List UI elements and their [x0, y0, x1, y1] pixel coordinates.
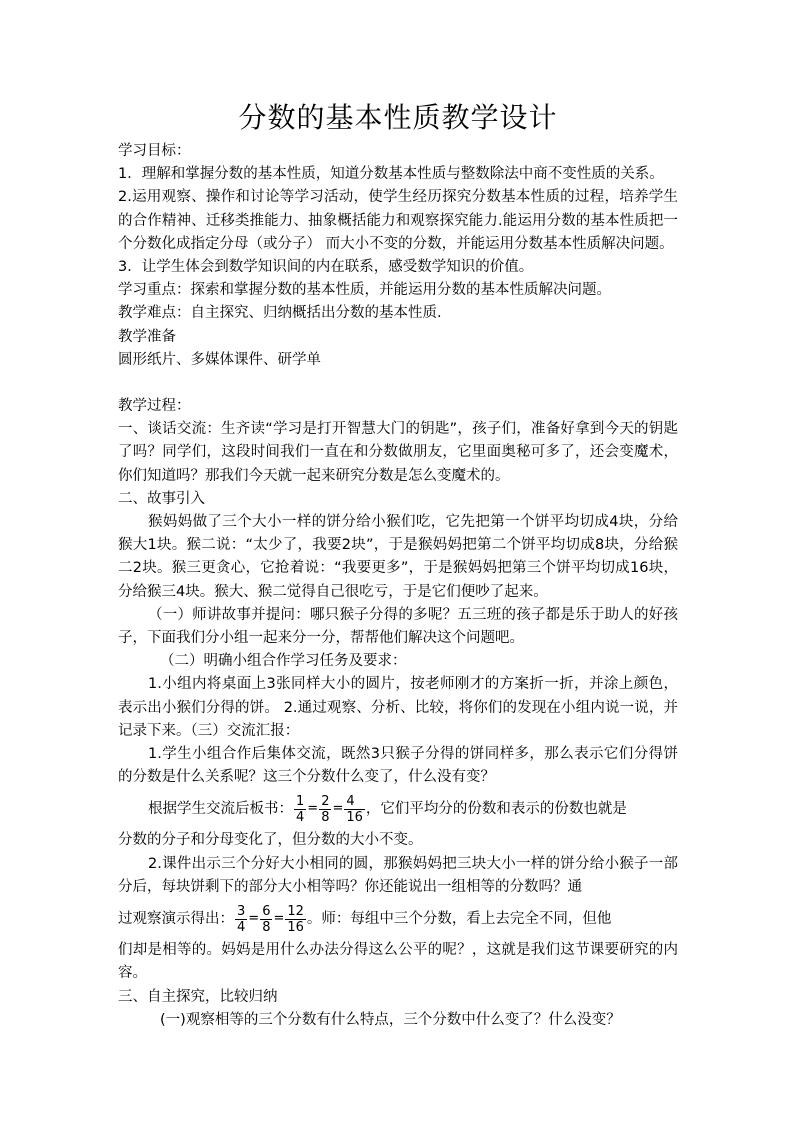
demo-prefix: 过观察演示得出：	[118, 911, 234, 928]
section-3-heading: 三、自主探究，比较归纳	[118, 988, 278, 1005]
denominator: 16	[346, 809, 363, 825]
fraction	[319, 794, 331, 825]
denominator: 8	[262, 919, 271, 935]
equals-sign: =	[273, 911, 285, 927]
board-line	[118, 789, 678, 829]
board-suffix: ，它们平均分的份数和表示的份数也就是	[365, 801, 627, 818]
equals-sign: =	[248, 911, 260, 927]
demo-suffix: 。师：每组中三个分数，看上去完全不同，但他	[306, 911, 612, 928]
story-paragraph: 猴妈妈做了三个大小一样的饼分给小猴们吃，它先把第一个饼平均切成4块，分给猴大1块。猴二说：“太少了，我要2块”，于是猴妈妈把第二个饼平均切成8块，分给猴二2块。猴三更贪心，它抢着说：“我要更多”，于是猴妈妈把第三个饼平均切成16块，分给猴三4块。猴大、猴二觉得自己很吃亏，于是它们便吵了起来。	[118, 514, 678, 600]
denominator: 16	[287, 919, 304, 935]
numerator: 6	[262, 903, 271, 919]
fraction	[294, 794, 306, 825]
equals-sign: =	[307, 801, 319, 817]
section-1: 一、谈话交流：生齐读“学习是打开智慧大门的钥匙”，孩子们，准备好拿到今天的钥匙了吗？同学们，这段时间我们一直在和分数做朋友，它里面奥秘可多了，还会变魔术，你们知道吗？那我们今天就一起来研究分数是怎么变魔术的。	[118, 421, 678, 484]
objective-item: 3．让学生体会到数学知识间的内在联系，感受数学知识的价值。	[118, 259, 534, 276]
fraction	[235, 904, 247, 935]
equals-sign: =	[332, 801, 344, 817]
fraction	[285, 904, 306, 935]
part-2-heading: （二）明确小组合作学习任务及要求：	[160, 653, 407, 670]
part-1-paragraph: （一）师讲故事并提问：哪只猴子分得的多呢？五三班的孩子都是乐于助人的好孩子，下面我们分小组一起来分一分，帮帮他们解决这个问题吧。	[118, 606, 678, 647]
objective-item: 2.运用观察、操作和讨论等学习活动，使学生经历探究分数基本性质的过程，培养学生的合作精神、迁移类推能力、抽象概括能力和观察探究能力.能运用分数的基本性质把一个分数化成指定分母（或分子） 而大小不变的分数，并能运用分数基本性质解决问题。	[118, 189, 678, 252]
fraction	[260, 904, 272, 935]
demo-continuation: 们却是相等的。妈妈是用什么办法分得这么公平的呢？，这就是我们这节课要研究的内容。	[118, 942, 678, 982]
board-continuation: 分数的分子和分母变化了，但分数的大小不变。	[118, 832, 423, 849]
demo-line	[118, 899, 678, 939]
numerator: 12	[287, 903, 304, 919]
denominator: 4	[296, 809, 305, 825]
denominator: 4	[237, 919, 246, 935]
process-heading: 教学过程：	[118, 398, 191, 415]
section-2-heading: 二、故事引入	[118, 490, 205, 507]
numerator: 3	[237, 903, 246, 919]
key-point: 学习重点：探索和掌握分数的基本性质，并能运用分数的基本性质解决问题。	[118, 282, 611, 299]
section-3-part-1: (一)观察相等的三个分数有什么特点，三个分数中什么变了？什么没变？	[160, 1011, 621, 1028]
denominator: 8	[321, 809, 330, 825]
document-page	[118, 100, 678, 1032]
report-2-paragraph: 2.课件出示三个分好大小相同的圆，那猴妈妈把三块大小一样的饼分给小猴子一部分后，每块饼剩下的部分大小相等吗？你还能说出一组相等的分数吗？通	[118, 855, 678, 895]
preparation-heading: 教学准备	[118, 328, 176, 345]
fraction	[344, 794, 365, 825]
board-prefix: 根据学生交流后板书：	[148, 801, 293, 818]
numerator: 2	[321, 793, 330, 809]
report-1-paragraph: 1.学生小组合作后集体交流，既然3只猴子分得的饼同样多，那么表示它们分得饼的分数是什么关系呢？这三个分数什么变了，什么没有变？	[118, 746, 678, 786]
document-title: 分数的基本性质教学设计	[238, 101, 558, 134]
blank-line	[118, 372, 678, 395]
objectives-heading: 学习目标：	[118, 143, 191, 159]
difficulty: 教学难点：自主探究、归纳概括出分数的基本性质.	[118, 305, 442, 322]
task-paragraph: 1.小组内将桌面上3张同样大小的圆片，按老师刚才的方案折一折，并涂上颜色，表示出小猴们分得的饼。 2.通过观察、分析、比较，将你们的发现在小组内说一说，并记录下来。（三）交流汇报：	[118, 676, 678, 739]
objective-item: 1．理解和掌握分数的基本性质，知道分数基本性质与整数除法中商不变性质的关系。	[118, 166, 664, 183]
preparation: 圆形纸片、多媒体课件、研学单	[118, 351, 321, 368]
numerator: 4	[344, 794, 365, 810]
numerator: 1	[296, 793, 305, 809]
